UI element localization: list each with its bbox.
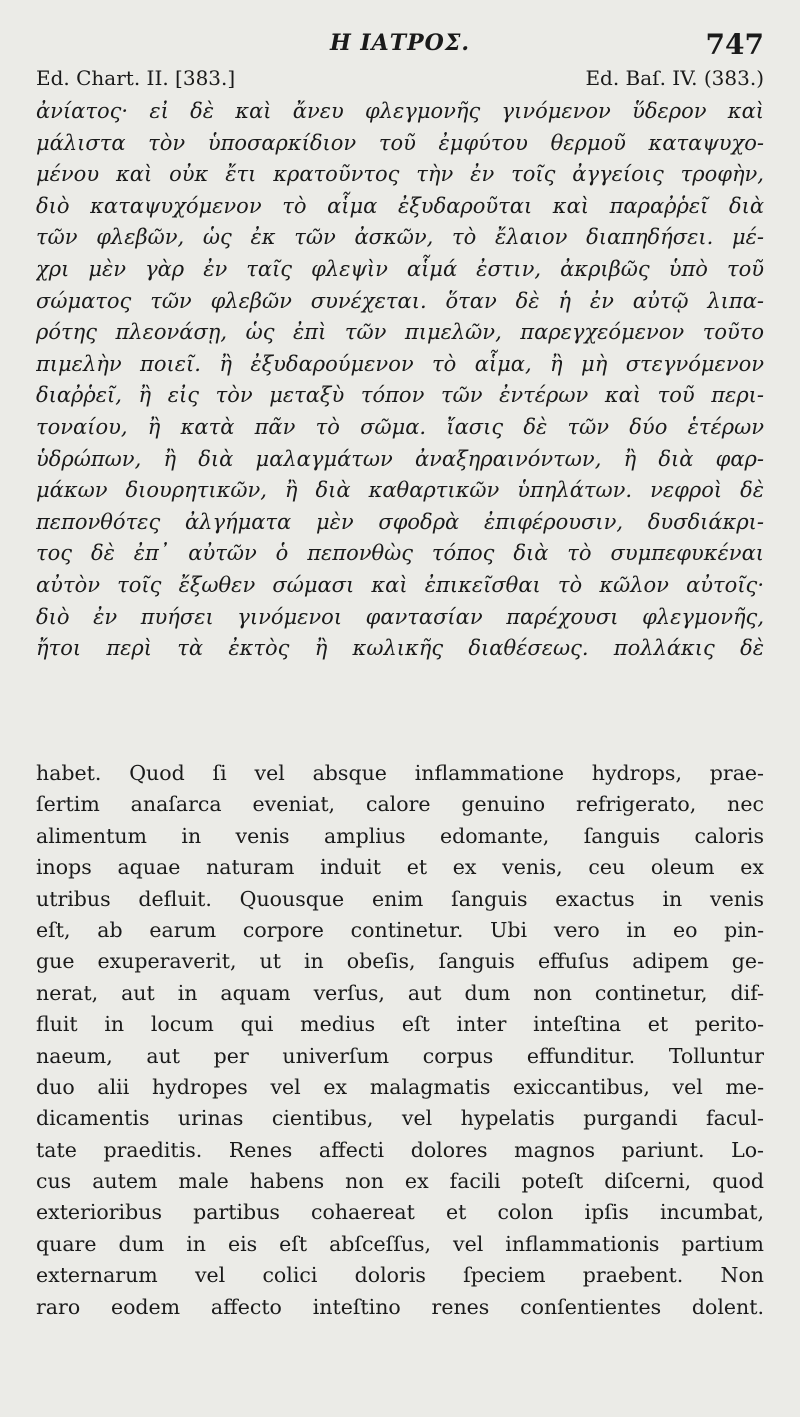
latin-text-line: naeum, aut per univerſum corpus effunditur. Tolluntur [36,1043,764,1068]
page-number: 747 [705,28,764,61]
latin-text-block [36,758,764,1323]
latin-text-line: gue exuperaverit, ut in obeſis, ſanguis effuſus adipem ge- [36,949,764,974]
latin-text-line: inops aquae naturam induit et ex venis, ceu oleum ex [36,855,764,880]
latin-text-line: tate praeditis. Renes affecti dolores magnos pariunt. Lo- [36,1137,764,1162]
greek-text-line: ἤτοι περὶ τὰ ἐκτὸς ἢ κωλικῆς διαθέσεως. πολλάκις δὲ [36,636,764,661]
greek-text-line: αὐτὸν τοῖς ἔξωθεν σώμασι καὶ ἐπικεῖσθαι τὸ κῶλον αὐτοῖς· [36,572,764,597]
latin-text-line: nerat, aut in aquam verſus, aut dum non continetur, dif- [36,980,764,1005]
latin-text-line: ſertim anaſarca eveniat, calore genuino refrigerato, nec [36,792,764,817]
latin-text-line: alimentum in venis amplius edomante, ſanguis caloris [36,823,764,848]
latin-text-line: exterioribus partibus cohaereat et colon ipſis incumbat, [36,1200,764,1225]
greek-text-line: διὸ καταψυχόμενον τὸ αἷμα ἐξυδαροῦται καὶ παραῤῥεῖ διὰ [36,193,764,218]
latin-text-line: duo alii hydropes vel ex malagmatis exiccantibus, vel me- [36,1074,764,1099]
greek-text-line: τῶν φλεβῶν, ὡς ἐκ τῶν ἀσκῶν, τὸ ἔλαιον διαπηδήσει. μέ- [36,225,764,250]
edition-reference-basel: Ed. Baſ. IV. (383.) [585,66,764,90]
greek-text-line: μένου καὶ οὐκ ἔτι κρατοῦντος τὴν ἐν τοῖς ἀγγείοις τροφὴν, [36,162,764,187]
greek-text-line: ρότης πλεονάσῃ, ὡς ἐπὶ τῶν πιμελῶν, παρεγχεόμενον τοῦτο [36,320,764,345]
latin-text-line: cus autem male habens non ex facili poteſt diſcerni, quod [36,1169,764,1194]
greek-text-line: τος δὲ ἐπ᾽ αὐτῶν ὁ πεπονθὼς τόπος διὰ τὸ συμπεφυκέναι [36,541,764,566]
greek-text-line: χρι μὲν γὰρ ἐν ταῖς φλεψὶν αἷμά ἐστιν, ἀκριβῶς ὑπὸ τοῦ [36,256,764,281]
running-title: Η ΙΑΤΡΟΣ. [329,30,471,56]
greek-text-line: πεπονθότες ἀλγήματα μὲν σφοδρὰ ἐπιφέρουσιν, δυσδιάκρι- [36,509,764,534]
greek-text-line: μάκων διουρητικῶν, ἢ διὰ καθαρτικῶν ὑπηλάτων. νεφροὶ δὲ [36,478,764,503]
greek-text-line: διαῤῥεῖ, ἢ εἰς τὸν μεταξὺ τόπον τῶν ἐντέρων καὶ τοῦ περι- [36,383,764,408]
latin-text-line: utribus defluit. Quousque enim ſanguis exactus in venis [36,886,764,911]
greek-text-line: ἀνίατος· εἰ δὲ καὶ ἄνευ φλεγμονῆς γινόμενον ὕδερον καὶ [36,99,764,123]
greek-text-line: πιμελὴν ποιεῖ. ἢ ἐξυδαρούμενον τὸ αἷμα, ἢ μὴ στεγνόμενον [36,351,764,376]
latin-text-line: raro eodem affecto inteſtino renes conſentientes dolent. [36,1294,764,1319]
latin-text-line: externarum vel colici doloris ſpeciem praebent. Non [36,1263,764,1288]
edition-reference-line [36,66,764,92]
latin-text-line: dicamentis urinas cientibus, vel hypelatis purgandi facul- [36,1106,764,1131]
greek-text-line: σώματος τῶν φλεβῶν συνέχεται. ὅταν δὲ ἡ ἐν αὐτῷ λιπα- [36,288,764,313]
greek-text-line: ὑδρώπων, ἢ διὰ μαλαγμάτων ἀναξηραινόντων, ἢ διὰ φαρ- [36,446,764,471]
latin-text-line: eſt, ab earum corpore continetur. Ubi vero in eo pin- [36,917,764,942]
greek-text-line: διὸ ἐν πυήσει γινόμενοι φαντασίαν παρέχουσι φλεγμονῆς, [36,604,764,629]
greek-text-block [36,96,764,665]
latin-text-line: quare dum in eis eſt abſceſſus, vel inflammationis partium [36,1231,764,1256]
greek-text-line: μάλιστα τὸν ὑποσαρκίδιον τοῦ ἐμφύτου θερμοῦ καταψυχο- [36,130,764,155]
running-head [36,28,764,64]
latin-text-line: habet. Quod ſi vel absque inflammatione hydrops, prae- [36,761,764,785]
latin-text-line: fluit in locum qui medius eſt inter inteſtina et perito- [36,1012,764,1037]
greek-text-line: τοναίου, ἢ κατὰ πᾶν τὸ σῶμα. ἴασις δὲ τῶν δύο ἑτέρων [36,414,764,439]
edition-reference-chartier: Ed. Chart. II. [383.] [36,66,236,90]
